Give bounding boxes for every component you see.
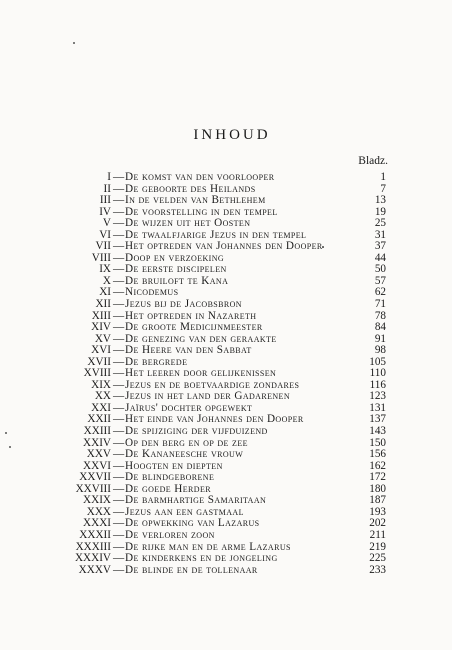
chapter-title: Jezus in het land der Gadarenen: [125, 390, 291, 403]
page-number: 1: [380, 171, 386, 183]
chapter-number: XXXIII: [75, 540, 111, 553]
page-number: 219: [369, 540, 386, 553]
chapter-title: De komst van den voorlooper: [125, 171, 275, 183]
separator-dash: —: [113, 217, 125, 230]
chapter-number: XIII: [91, 309, 111, 322]
chapter-number: XXII: [87, 413, 111, 426]
page-number: 225: [369, 552, 386, 565]
chapter-title: Op den berg en op de zee: [125, 436, 248, 449]
page-number: 143: [369, 425, 386, 438]
chapter-number: XXXV: [78, 563, 111, 576]
chapter-title: De blinde en de tollenaar: [125, 563, 258, 576]
separator-dash: —: [113, 436, 125, 449]
page-number: 91: [374, 332, 386, 345]
separator-dash: —: [113, 528, 125, 541]
chapter-number: XXXI: [83, 517, 111, 530]
chapter-number: XXIII: [83, 425, 111, 438]
chapter-number: XXVII: [79, 471, 111, 484]
chapter-title: De spijziging der vijfduizend: [125, 425, 268, 438]
separator-dash: —: [113, 194, 125, 207]
separator-dash: —: [113, 459, 125, 472]
chapter-title: Doop en verzoeking: [125, 251, 225, 264]
separator-dash: —: [113, 321, 125, 334]
chapter-title: Jezus bij de Jacobsbron: [125, 298, 242, 311]
page-number: 57: [374, 274, 386, 287]
chapter-title: De opwekking van Lazarus: [125, 517, 260, 530]
separator-dash: —: [113, 471, 125, 484]
separator-dash: —: [113, 494, 125, 507]
separator-dash: —: [113, 298, 125, 311]
separator-dash: —: [113, 240, 125, 253]
chapter-title: In de velden van Bethlehem: [125, 194, 266, 207]
page-number: 98: [374, 344, 386, 357]
separator-dash: —: [113, 332, 125, 345]
chapter-number: XV: [94, 332, 111, 345]
separator-dash: —: [113, 390, 125, 403]
page-number: 137: [369, 413, 386, 426]
chapter-number: XXX: [86, 505, 111, 518]
page-number: 71: [374, 298, 386, 311]
page-number: 156: [369, 448, 386, 461]
chapter-title: De goede Herder: [125, 482, 211, 495]
chapter-title: De kinderkens en de jongeling: [125, 552, 278, 565]
chapter-number: VII: [95, 240, 111, 253]
chapter-number: VI: [99, 228, 111, 241]
page-number: 37: [374, 240, 386, 253]
separator-dash: —: [113, 171, 125, 183]
page-number: 13: [374, 194, 386, 207]
chapter-number: XXI: [91, 401, 111, 414]
separator-dash: —: [113, 378, 125, 391]
page-column-header: Bladz.: [358, 155, 388, 167]
toc-entry: [0, 426, 452, 438]
chapter-title: Het leeren door gelijkenissen: [125, 367, 277, 380]
chapter-title: De rijke man en de arme Lazarus: [125, 540, 291, 553]
separator-dash: —: [113, 563, 125, 576]
page-number: 172: [369, 471, 386, 484]
chapter-title: Jaïrus' dochter opgewekt: [125, 401, 253, 414]
chapter-number: XXIV: [83, 436, 111, 449]
chapter-title: De wijzen uit het Oosten: [125, 217, 251, 230]
separator-dash: —: [113, 413, 125, 426]
chapter-number: XIX: [91, 378, 111, 391]
toc-entry: [0, 553, 452, 565]
chapter-number: X: [102, 274, 111, 287]
chapter-title: De Kananeesche vrouw: [125, 448, 244, 461]
chapter-number: I: [107, 171, 111, 183]
chapter-title: De voorstelling in den tempel: [125, 205, 278, 218]
separator-dash: —: [113, 425, 125, 438]
chapter-number: XVIII: [83, 367, 111, 380]
separator-dash: —: [113, 309, 125, 322]
chapter-number: XXIX: [83, 494, 111, 507]
toc-entry: [0, 299, 452, 311]
page-number: 123: [369, 390, 386, 403]
chapter-number: XII: [95, 298, 111, 311]
page-number: 116: [369, 378, 386, 391]
chapter-number: XXV: [86, 448, 111, 461]
chapter-number: XX: [94, 390, 111, 403]
chapter-title: De blindgeborene: [125, 471, 215, 484]
toc-entry: [0, 449, 452, 461]
chapter-number: XXVIII: [75, 482, 111, 495]
chapter-title: Hoogten en diepten: [125, 459, 223, 472]
separator-dash: —: [113, 355, 125, 368]
separator-dash: —: [113, 552, 125, 565]
chapter-title: De eerste discipelen: [125, 263, 227, 276]
separator-dash: —: [113, 401, 125, 414]
chapter-title: Jezus en de boetvaardige zondares: [125, 378, 300, 391]
toc-entry: [0, 218, 452, 230]
separator-dash: —: [113, 274, 125, 287]
toc-entry: [0, 195, 452, 207]
toc-entry: [0, 172, 452, 184]
page-number: 180: [369, 482, 386, 495]
chapter-number: XI: [99, 286, 111, 299]
separator-dash: —: [113, 182, 125, 195]
chapter-number: V: [102, 217, 111, 230]
chapter-number: II: [103, 182, 111, 195]
chapter-title: De Heere van den Sabbat: [125, 344, 252, 357]
chapter-number: XIV: [91, 321, 111, 334]
chapter-title: De bergrede: [125, 355, 188, 368]
separator-dash: —: [113, 286, 125, 299]
chapter-title: De groote Medicijnmeester: [125, 321, 263, 334]
separator-dash: —: [113, 228, 125, 241]
page-number: 110: [369, 367, 386, 380]
separator-dash: —: [113, 540, 125, 553]
separator-dash: —: [113, 344, 125, 357]
chapter-title: De twaalfjarige Jezus in den tempel: [125, 228, 307, 241]
page-number: 193: [369, 505, 386, 518]
toc-entry: [0, 530, 452, 542]
separator-dash: —: [113, 448, 125, 461]
page-number: 84: [374, 321, 386, 334]
page-number: 25: [374, 217, 386, 230]
chapter-title: Jezus aan een gastmaal: [125, 505, 244, 518]
chapter-title: De geboorte des Heilands: [125, 182, 256, 195]
page-number: 78: [374, 309, 386, 322]
toc-entry: [0, 322, 452, 334]
separator-dash: —: [113, 505, 125, 518]
page-number: 202: [369, 517, 386, 530]
page-number: 187: [369, 494, 386, 507]
page-number: 233: [369, 563, 386, 576]
separator-dash: —: [113, 517, 125, 530]
chapter-title: De genezing van den geraakte: [125, 332, 277, 345]
chapter-number: IV: [99, 205, 111, 218]
chapter-title: Nicodemus: [125, 286, 179, 299]
chapter-number: XVI: [91, 344, 111, 357]
chapter-title: De bruiloft te Kana: [125, 274, 229, 287]
table-of-contents: [0, 172, 452, 576]
chapter-number: XXXIV: [74, 552, 111, 565]
page-number: 162: [369, 459, 386, 472]
chapter-number: VIII: [91, 251, 111, 264]
page-number: 44: [374, 251, 386, 264]
print-speck: [73, 42, 75, 44]
chapter-title: De verloren zoon: [125, 528, 215, 541]
separator-dash: —: [113, 251, 125, 264]
page-number: 211: [369, 528, 386, 541]
page-number: 105: [369, 355, 386, 368]
chapter-title: Het optreden van Johannes den Dooper: [125, 240, 323, 253]
page-number: 50: [374, 263, 386, 276]
chapter-number: XVII: [87, 355, 111, 368]
chapter-number: XXXII: [79, 528, 111, 541]
chapter-number: XXVI: [83, 459, 111, 472]
chapter-title: De barmhartige Samaritaan: [125, 494, 267, 507]
page-number: 19: [374, 205, 386, 218]
page-number: 131: [369, 401, 386, 414]
chapter-number: IX: [99, 263, 111, 276]
separator-dash: —: [113, 205, 125, 218]
chapter-title: Het einde van Johannes den Dooper: [125, 413, 304, 426]
separator-dash: —: [113, 367, 125, 380]
page-number: 62: [374, 286, 386, 299]
page-number: 150: [369, 436, 386, 449]
page-number: 31: [374, 228, 386, 241]
page-number: 7: [380, 182, 386, 195]
chapter-title: Het optreden in Nazareth: [125, 309, 257, 322]
separator-dash: —: [113, 482, 125, 495]
chapter-number: III: [99, 194, 111, 207]
separator-dash: —: [113, 263, 125, 276]
toc-entry: [0, 565, 452, 577]
page-title: INHOUD: [193, 127, 271, 143]
